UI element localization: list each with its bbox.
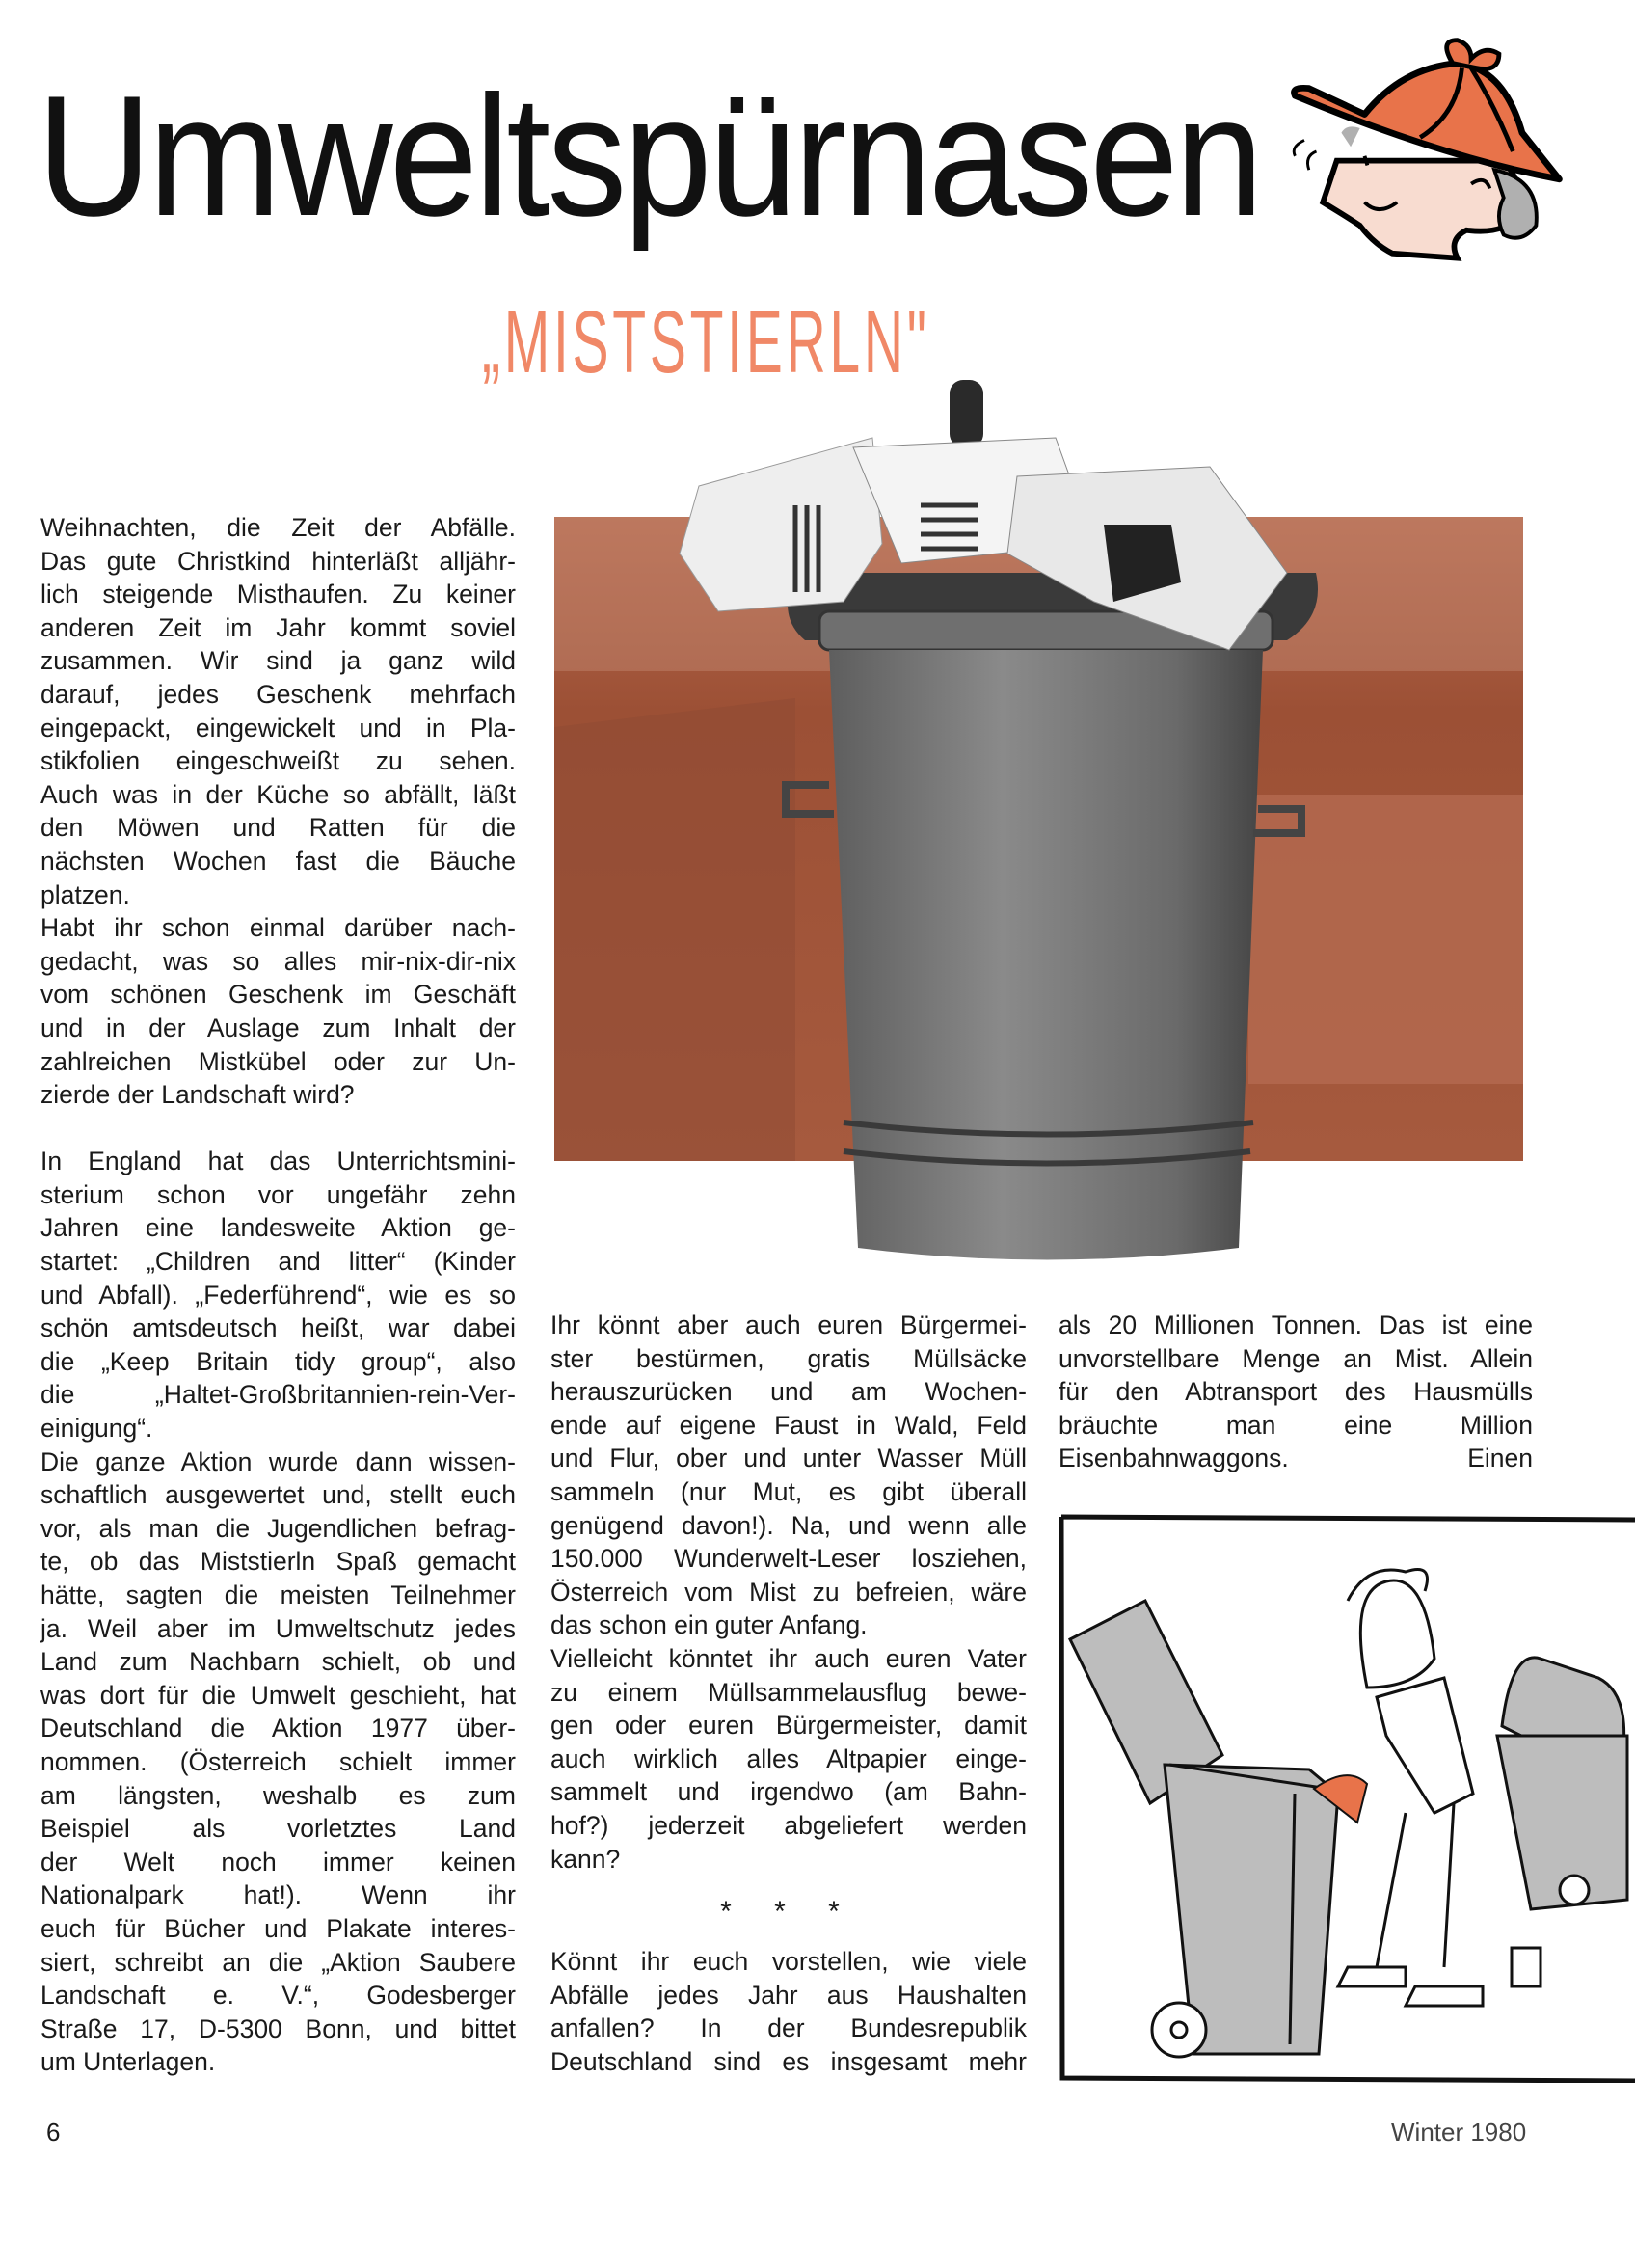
text-line: stikfolien eingeschweißt zu sehen. <box>40 746 516 776</box>
text-line: Vielleicht könntet ihr auch euren Vater <box>550 1643 1027 1673</box>
article-column-middle-continued <box>550 1945 1027 2078</box>
text-line: 150.000 Wunderwelt-Leser losziehen, <box>550 1544 1027 1574</box>
text-line: den Möwen und Ratten für die <box>40 813 516 843</box>
text-line: Beispiel als vorletztes Land <box>40 1814 516 1844</box>
paragraph <box>40 1445 516 2079</box>
text-line: hätte, sagten die meisten Teilnehmer <box>40 1580 516 1609</box>
text-line: anfallen? In der Bundesrepublik <box>550 2013 1027 2043</box>
text-line: sterium schon vor ungefähr zehn <box>40 1179 516 1209</box>
article-subtitle: „MISTSTIERLN" <box>482 293 930 392</box>
text-line: kann? <box>550 1844 621 1874</box>
paragraph <box>550 1945 1027 2078</box>
text-line: gen oder euren Bürgermeister, damit <box>550 1711 1027 1741</box>
article-column-middle <box>550 1309 1027 1876</box>
text-line: Das gute Christkind hinterläßt alljähr- <box>40 546 516 576</box>
text-line: herauszurücken und am Wochen- <box>550 1377 1027 1407</box>
text-line: die „Keep Britain tidy group“, also <box>40 1346 516 1376</box>
text-line: für den Abtransport des Hausmülls <box>1059 1377 1533 1407</box>
text-line: und Flur, ober und unter Wasser Müll <box>550 1444 1027 1473</box>
text-line: Land zum Nachbarn schielt, ob und <box>40 1647 516 1677</box>
text-line: te, ob das Miststierln Spaß gemacht <box>40 1547 516 1577</box>
paragraph <box>1059 1309 1533 1475</box>
text-line: ster bestürmen, gratis Müllsäcke <box>550 1343 1027 1373</box>
text-line: und Abfall). „Federführend“, wie es so <box>40 1280 516 1310</box>
paragraph <box>550 1642 1027 1876</box>
text-line: Landschaft e. V.“, Godesberger <box>40 1981 516 2011</box>
text-line: nommen. (Österreich schielt immer <box>40 1746 516 1776</box>
text-line: anderen Zeit im Jahr kommt soviel <box>40 612 516 642</box>
text-line: hof?) jederzeit abgeliefert werden <box>550 1810 1027 1840</box>
page-number: 6 <box>46 2118 61 2146</box>
page-title: Umweltspürnasen <box>37 60 1261 252</box>
issue-label: Winter 1980 <box>1391 2118 1527 2146</box>
text-line: unvorstellbare Menge an Mist. Allein <box>1059 1343 1533 1373</box>
text-line: Weihnachten, die Zeit der Abfälle. <box>40 513 516 542</box>
text-line: Eisenbahnwaggons. Einen <box>1059 1444 1533 1473</box>
paragraph <box>40 1145 516 1444</box>
text-line: am längsten, weshalb es zum <box>40 1780 516 1810</box>
text-line: Nationalpark hat!). Wenn ihr <box>40 1880 516 1910</box>
text-line: Deutschland sind es insgesamt mehr <box>550 2046 1027 2076</box>
text-line: ende auf eigene Faust in Wald, Feld <box>550 1410 1027 1440</box>
section-separator: * * * <box>720 1896 857 1928</box>
text-line: In England hat das Unterrichtsmini- <box>40 1147 516 1176</box>
text-line: vom schönen Geschenk im Geschäft <box>40 980 516 1010</box>
text-line: als 20 Millionen Tonnen. Das ist eine <box>1059 1310 1533 1339</box>
text-line: das schon ein guter Anfang. <box>550 1610 868 1640</box>
text-line: vor, als man die Jugendlichen befrag- <box>40 1513 516 1543</box>
text-line: Deutschland die Aktion 1977 über- <box>40 1714 516 1743</box>
text-line: bräuchte man eine Million <box>1059 1410 1533 1440</box>
paragraph-gap <box>40 1112 516 1146</box>
text-line: eingepackt, eingewickelt und in Pla- <box>40 713 516 742</box>
text-line: startet: „Children and litter“ (Kinder <box>40 1247 516 1277</box>
paragraph <box>40 911 516 1112</box>
text-line: der Welt noch immer keinen <box>40 1847 516 1876</box>
child-with-wheelie-bin-illustration <box>1059 1514 1635 2083</box>
text-line: Österreich vom Mist zu befreien, wäre <box>550 1577 1027 1606</box>
text-line: Könnt ihr euch vorstellen, wie viele <box>550 1947 1027 1976</box>
text-line: Ihr könnt aber auch euren Bürgermei- <box>550 1310 1027 1339</box>
text-line: zusammen. Wir sind ja ganz wild <box>40 646 516 676</box>
text-line: die „Haltet-Großbritannien-rein-Ver- <box>40 1380 516 1410</box>
paragraph <box>550 1309 1027 1642</box>
text-line: zahlreichen Mistkübel oder zur Un- <box>40 1046 516 1076</box>
text-line: und in der Auslage zum Inhalt der <box>40 1012 516 1042</box>
text-line: schaftlich ausgewertet und, stellt euch <box>40 1480 516 1510</box>
text-line: Straße 17, D-5300 Bonn, und bittet <box>40 2013 516 2043</box>
text-line: platzen. <box>40 879 130 909</box>
text-line: was dort für die Umwelt geschieht, hat <box>40 1680 516 1710</box>
text-line: siert, schreibt an die „Aktion Saubere <box>40 1947 516 1977</box>
text-line: lich steigende Misthaufen. Zu keiner <box>40 580 516 609</box>
text-line: nächsten Wochen fast die Bäuche <box>40 846 516 876</box>
article-column-right <box>1059 1309 1533 1475</box>
text-line: Die ganze Aktion wurde dann wissen- <box>40 1446 516 1476</box>
text-line: Habt ihr schon einmal darüber nach- <box>40 913 516 943</box>
article-column-left <box>40 511 516 2079</box>
text-line: Auch was in der Küche so abfällt, läßt <box>40 779 516 809</box>
text-line: um Unterlagen. <box>40 2047 216 2077</box>
text-line: sammeln (nur Mut, es gibt überall <box>550 1476 1027 1506</box>
text-line: zierde der Landschaft wird? <box>40 1080 355 1110</box>
text-line: euch für Bücher und Plakate interes- <box>40 1913 516 1943</box>
text-line: Jahren eine landesweite Aktion ge- <box>40 1213 516 1243</box>
text-line: Abfälle jedes Jahr aus Haushalten <box>550 1980 1027 2010</box>
text-line: gedacht, was so alles mir-nix-dir-nix <box>40 946 516 976</box>
text-line: darauf, jedes Geschenk mehrfach <box>40 679 516 709</box>
text-line: schön amtsdeutsch heißt, war dabei <box>40 1313 516 1343</box>
text-line: zu einem Müllsammelausflug bewe- <box>550 1677 1027 1707</box>
text-line: ja. Weil aber im Umweltschutz jedes <box>40 1613 516 1643</box>
text-line: einigung“. <box>40 1414 153 1444</box>
detective-mascot-illustration <box>1271 31 1579 272</box>
text-line: auch wirklich alles Altpapier einge- <box>550 1743 1027 1773</box>
text-line: genügend davon!). Na, und wenn alle <box>550 1510 1027 1540</box>
text-line: sammelt und irgendwo (am Bahn- <box>550 1777 1027 1807</box>
paragraph <box>40 511 516 911</box>
trash-can-photo <box>554 380 1528 1286</box>
